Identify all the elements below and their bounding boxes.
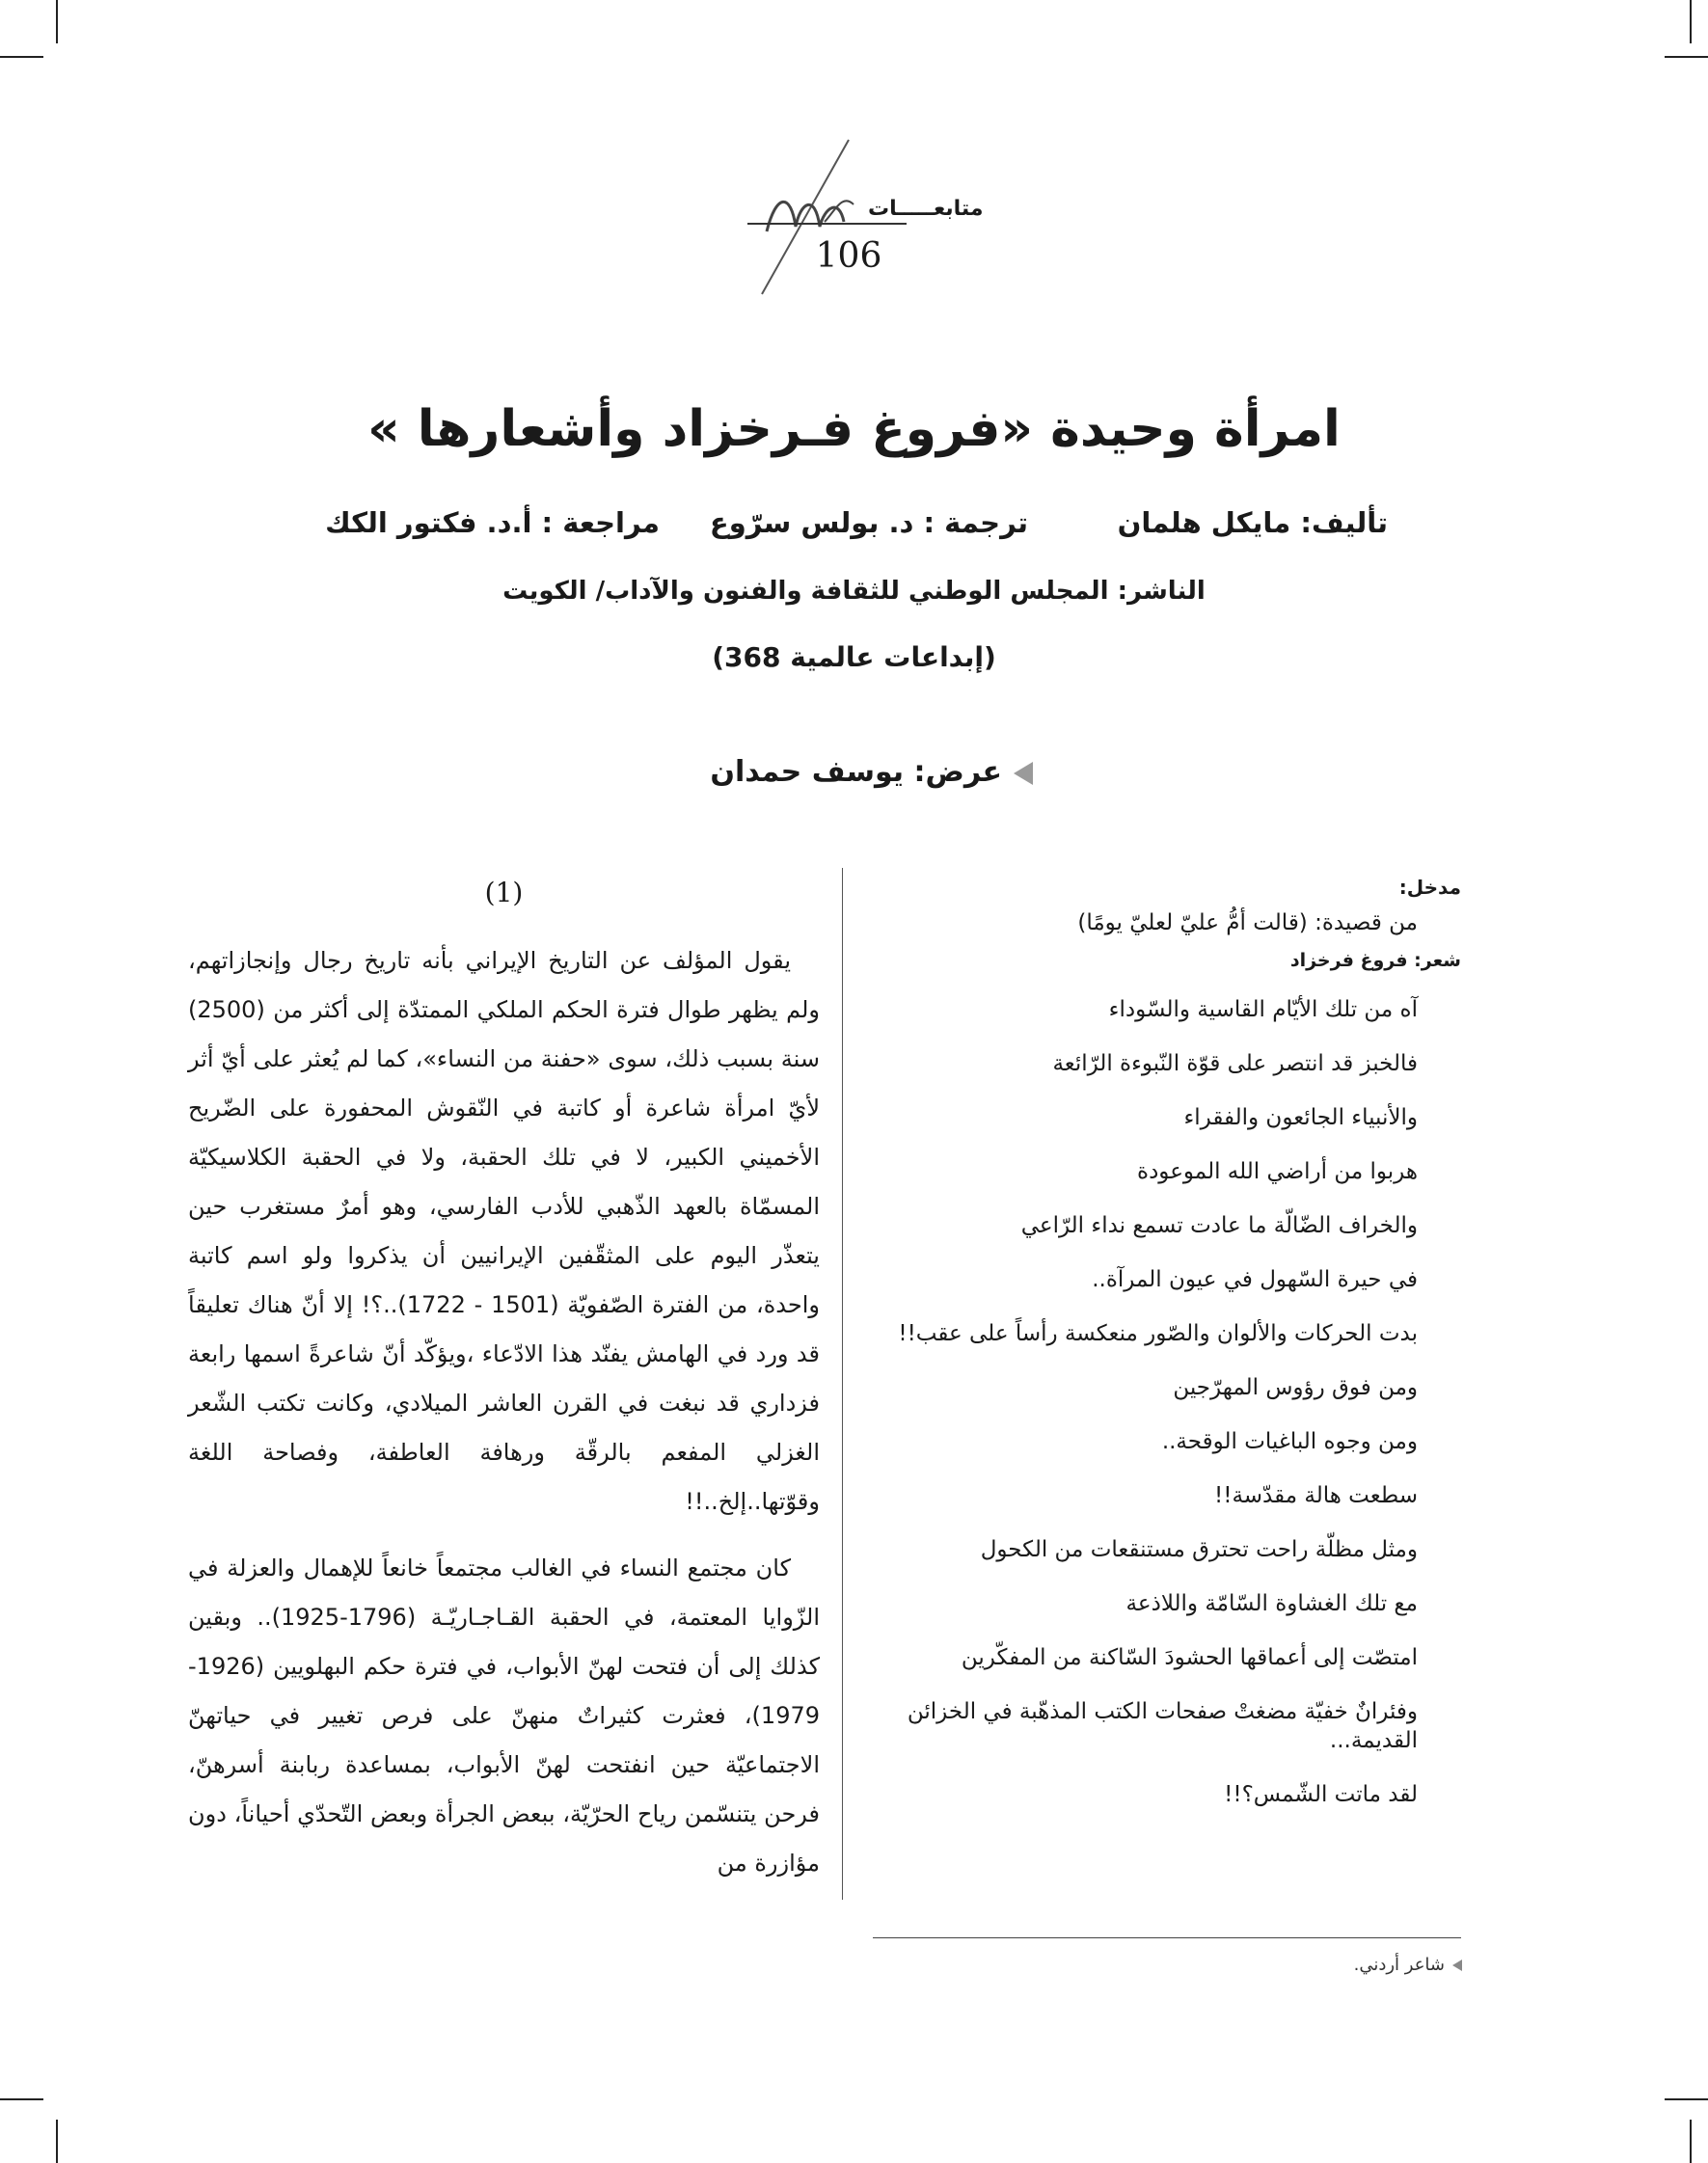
poem-line: وفئرانٌ خفيّة مضغتْ صفحات الكتب المذهّبة في الخزائن القديمة... — [907, 1699, 1418, 1753]
page-number: 106 — [815, 236, 882, 276]
poem-line: ومن وجوه الباغيات الوقحة.. — [1161, 1429, 1418, 1454]
poem-line: لقد ماتت الشّمس؟!! — [1224, 1782, 1418, 1807]
right-column — [873, 876, 1461, 1834]
poem-line: آه من تلك الأيّام القاسية والسّوداء — [1108, 997, 1418, 1022]
poem-line: هربوا من أراضي الله الموعودة — [1137, 1159, 1418, 1184]
footnote-text: شاعر أردني. — [1353, 1955, 1445, 1975]
footnote-rule — [873, 1937, 1461, 1938]
crop-mark — [1665, 2098, 1708, 2100]
poem-line: في حيرة السّهول في عيون المرآة.. — [1092, 1267, 1418, 1292]
poem-line: سطعت هالة مقدّسة!! — [1214, 1483, 1418, 1508]
poem-line: ومثل مظلّة راحت تحترق مستنقعات من الكحول — [980, 1537, 1418, 1562]
article-title: امرأة وحيدة «فروغ فـرخزاد وأشعارها » — [367, 400, 1341, 458]
publisher-line: الناشر: المجلس الوطني للثقافة والفنون والآداب/ الكويت — [502, 577, 1206, 606]
crop-mark — [1665, 56, 1708, 58]
crop-mark — [1690, 0, 1692, 43]
translator-credit: ترجمة : د. بولس سرّوع — [709, 506, 1028, 539]
crop-mark — [1690, 2120, 1692, 2163]
poem-line: بدت الحركات والألوان والصّور منعكسة رأساً على عقب!! — [898, 1321, 1418, 1346]
crop-mark — [56, 2120, 58, 2163]
triangle-bullet-icon — [1452, 1960, 1462, 1971]
review-byline-text: عرض: يوسف حمدان — [710, 755, 1002, 789]
poem-line: ومن فوق رؤوس المهرّجين — [1173, 1375, 1418, 1400]
author-credit: تأليف: مايكل هلمان — [1117, 506, 1388, 539]
poem-line: والأنبياء الجائعون والفقراء — [1183, 1105, 1418, 1130]
crop-mark — [0, 56, 43, 58]
poem-line: فالخبز قد انتصر على قوّة النّبوءة الرّائعة — [1052, 1051, 1418, 1076]
intro-heading: مدخل: — [1398, 876, 1461, 899]
series-line: (إبداعات عالمية 368) — [712, 641, 996, 673]
crop-mark — [56, 0, 58, 43]
poet-credit: شعر: فروغ فرخزاد — [1289, 950, 1461, 971]
left-column — [188, 868, 820, 1906]
footnote — [1354, 1955, 1462, 1975]
section-number: (1) — [484, 877, 524, 908]
section-label: متابعـــــات — [868, 197, 984, 221]
review-byline — [710, 755, 1033, 789]
paragraph: كان مجتمع النساء في الغالب مجتمعاً خانعاً للإهمال والعزلة في الزّوايا المعتمة، في الحقبة القـاجـاريّـة (1796-1925).. وبقين كذلك إلى أن فتحت لهنّ الأبواب، في فترة حكم البهلويين (1926- 1979)، فعثرت كثيراتٌ منهنّ على فرص تغيير في حياتهنّ الاجتماعيّة حين انفتحت لهنّ الأبواب، بمساعدة ربابنة أسرهنّ، فرحن يتنسّمن رياح الحرّيّة، ببعض الجرأة وبعض التّحدّي أحياناً، دون مؤازرة من — [188, 1555, 821, 1877]
column-divider — [842, 868, 843, 1900]
crop-mark — [0, 2098, 43, 2100]
triangle-bullet-icon — [1014, 762, 1033, 785]
intro-text: من قصيدة: (قالت أمُّ عليّ لعليّ يومًا) — [1077, 910, 1418, 935]
paragraph: يقول المؤلف عن التاريخ الإيراني بأنه تاريخ رجال وإنجازاتهم، ولم يظهر طوال فترة الحكم الملكي الممتدّة إلى أكثر من (2500) سنة بسبب ذلك، سوى «حفنة من النساء»، كما لم يُعثر على أيّ أثر لأيّ امرأة شاعرة أو كاتبة في النّقوش المحفورة على الضّريح الأخميني الكبير، لا في تلك الحقبة، ولا في الحقبة الكلاسيكيّة المسمّاة بالعهد الذّهبي للأدب الفارسي، وهو أمرٌ مستغرب حين يتعذّر اليوم على المثقّفين الإيرانيين أن يذكروا ولو اسم كاتبة واحدة، من الفترة الصّفويّة (1501 - 1722)..؟! إلا أنّ هناك تعليقاً قد ورد في الهامش يفنّد هذا الادّعاء ،ويؤكّد أنّ شاعرةً اسمها رابعة فزداري قد نبغت في القرن العاشر الميلادي، وكانت تكتب الشّعر الغزلي المفعم بالرقّة ورهافة العاطفة، وفصاحة اللغة وقوّتها..إلخ..!! — [188, 947, 820, 1515]
poem-line: امتصّت إلى أعماقها الحشودَ السّاكنة من المفكّرين — [961, 1645, 1418, 1670]
poem-line: والخراف الضّالّة ما عادت تسمع نداء الرّاعي — [1020, 1213, 1418, 1238]
reviewer-credit: مراجعة : أ.د. فكتور الكك — [325, 506, 660, 539]
poem-line: مع تلك الغشاوة السّامّة واللاذعة — [1125, 1591, 1418, 1616]
